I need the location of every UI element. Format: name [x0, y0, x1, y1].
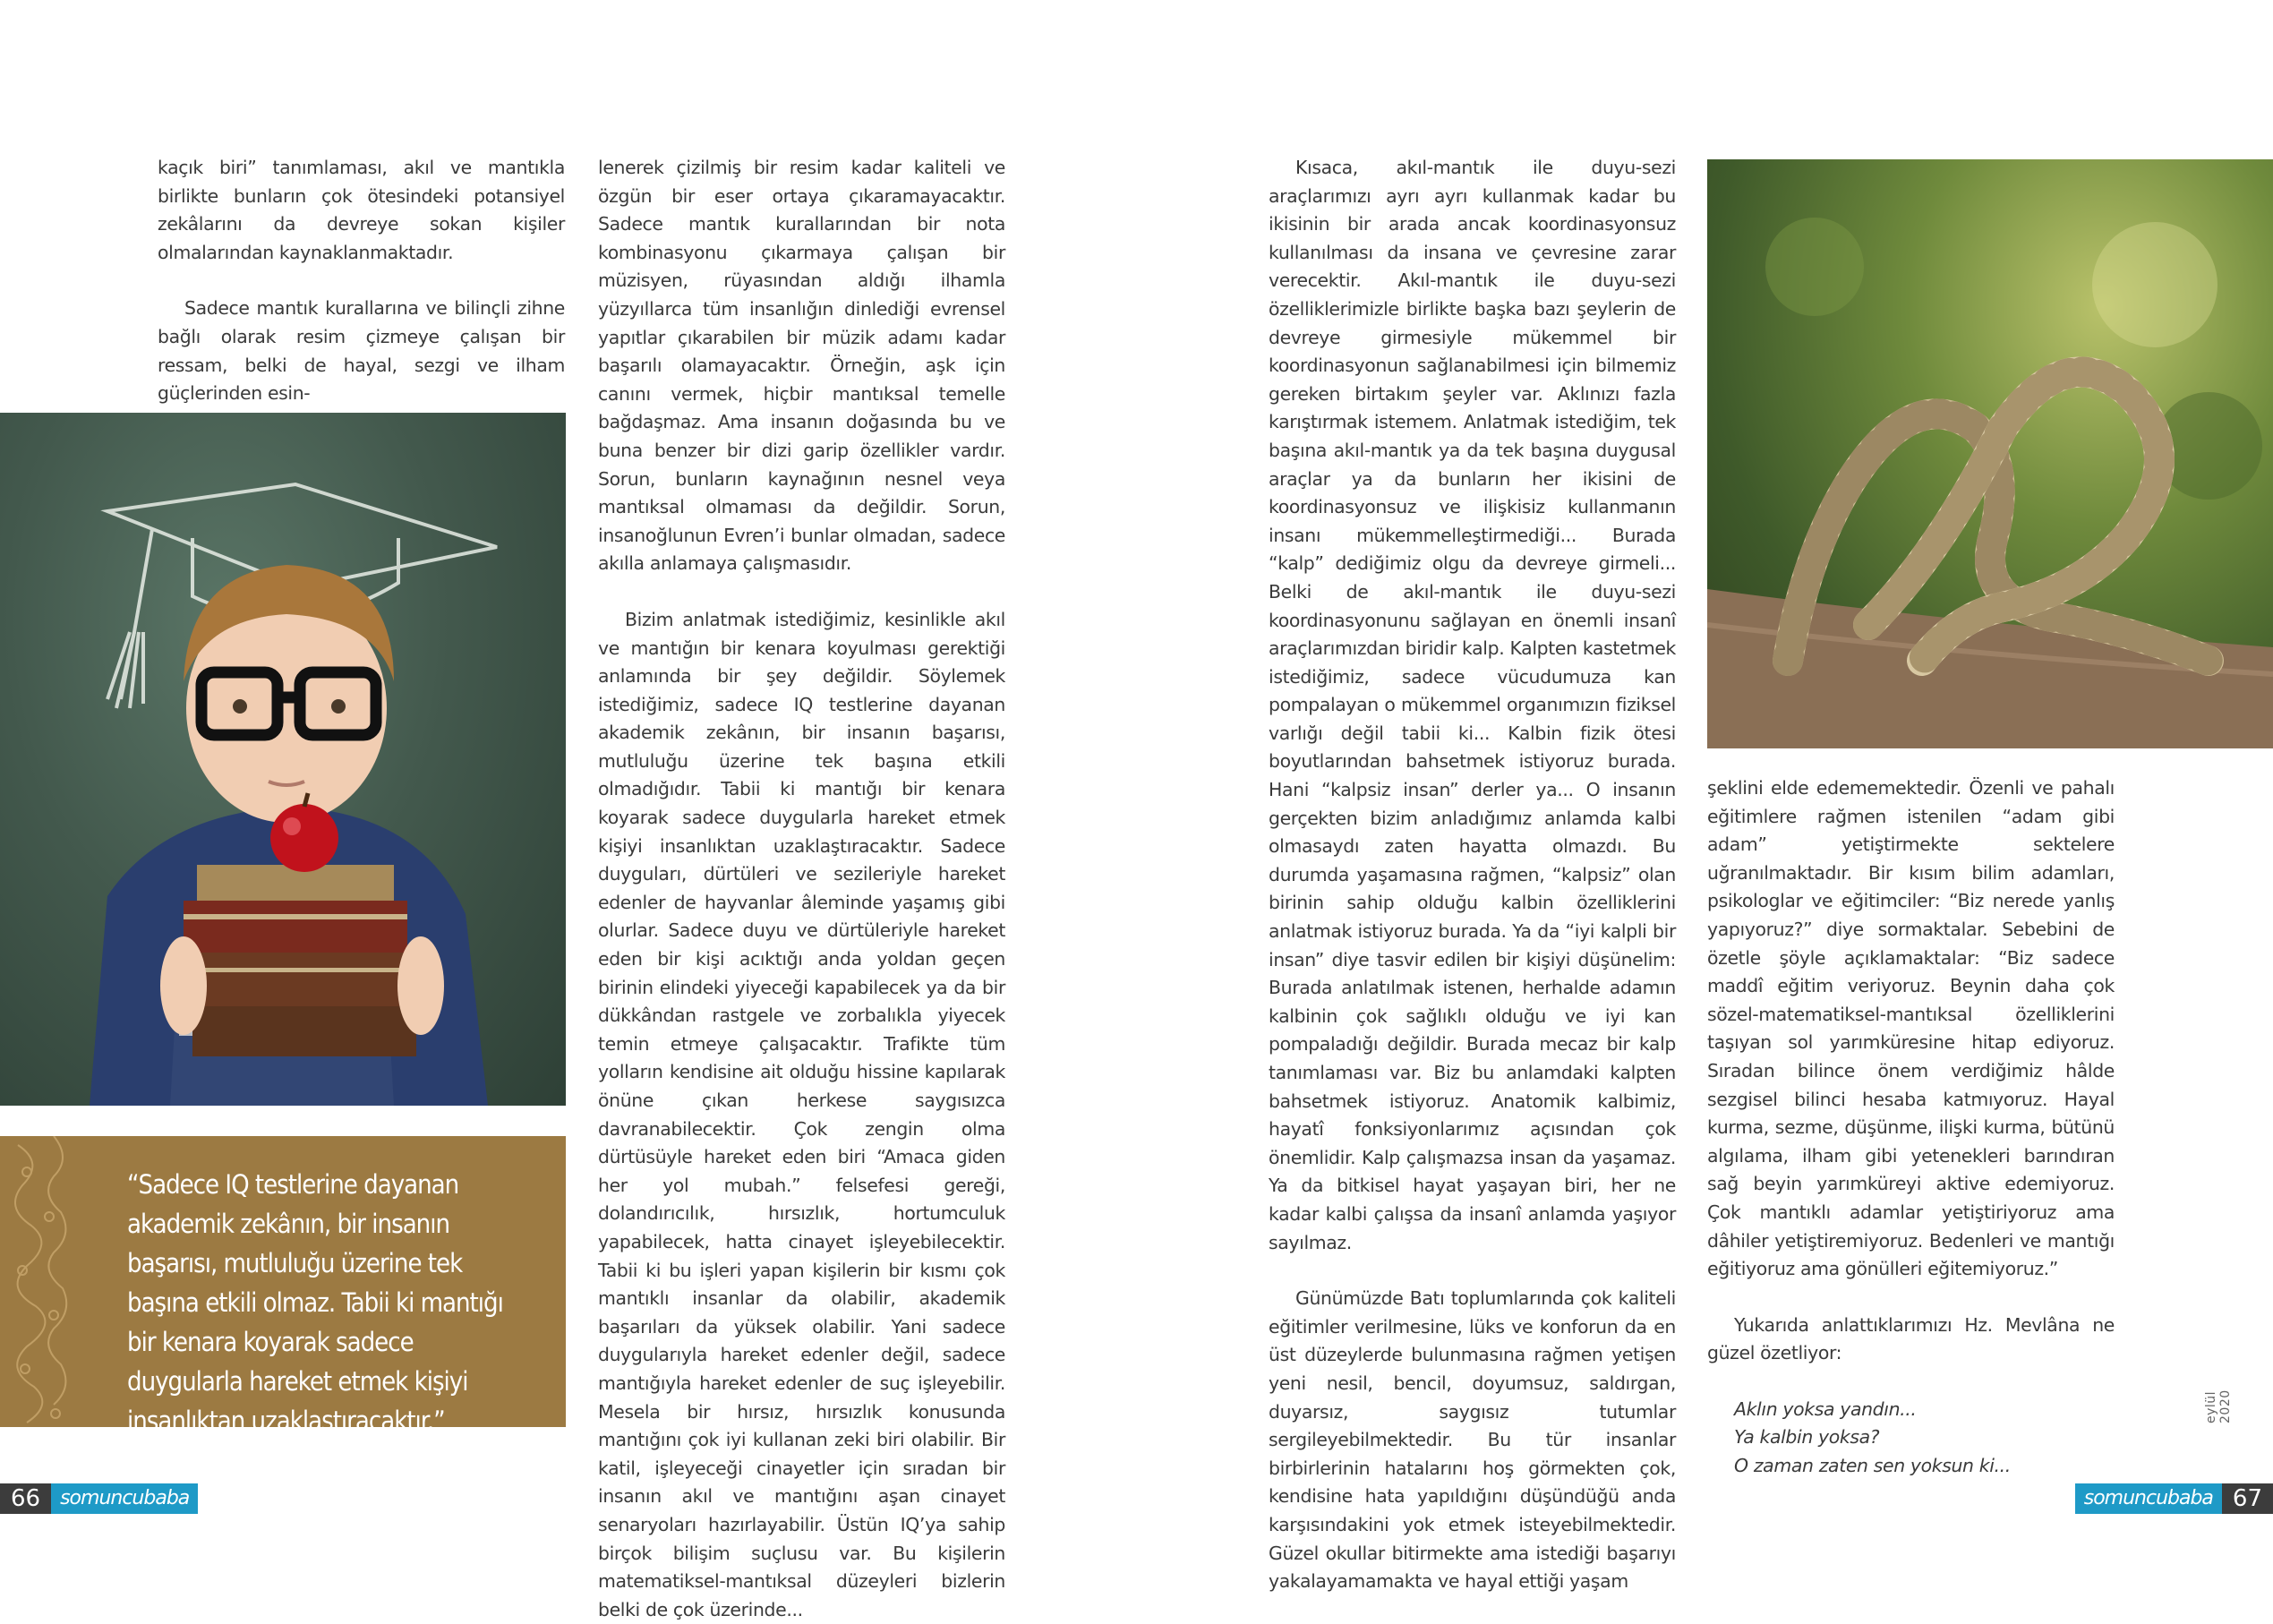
issue-date: eylül 2020 — [2204, 1389, 2233, 1423]
pull-quote-box — [0, 1136, 566, 1436]
page-number: 67 — [2222, 1483, 2273, 1514]
floral-pattern-icon — [0, 1136, 77, 1427]
rope-illustration — [1707, 159, 2273, 748]
paragraph: Günümüzde Batı toplumlarında çok kaliteli eğitimler verilmesine, lüks ve konforun da en üst düzeylerde bulunmasına rağmen yetişen yeni nesil, bencil, doyumsuz, saldırgan, duyarsız, saygısız tutumlar sergileyebilmektedir. Bu tür insanlar birbirlerinin hatalarını hoş görmekten çok, kendisine hata yapıldığını düşündüğü anda karşısındakini yok etmek isteyebilmektedir. Güzel okullar bitirmekte ama istediği başarıyı yakalayamamakta ve hayal ettiği yaşam — [1269, 1287, 1676, 1593]
paragraph: Sadece mantık kurallarına ve bilinçli zihne bağlı olarak resim çizmeye çalışan bir ressam, belki de hayal, sezgi ve ilham güçlerinden esin- — [158, 297, 565, 405]
paragraph: Bizim anlatmak istediğimiz, kesinlikle akıl ve mantığın bir kenara koyulması gerektiği anlamında bir şey değildir. Söylemek istediğimiz, sadece IQ testlerine dayanan akademik zekânın, bir insanın başarısı, mutluluğu üzerine tek başına etkili olmadığıdır. Tabii ki mantığı bir kenara koyarak sadece duygularla hareket etmek kişiyi insanlıktan uzaklaştıracaktır. Sadece duyguları, dürtüleri ve sezileriyle hareket edenler de hayvanlar âleminde yaşamış gibi olurlar. Sadece duyu ve dürtüleriyle hareket eden bir kişi acıktığı anda yoldan geçen birinin elindeki yiyeceği kapabilecek ya da bir dükkândan rastgele ve zorbalıkla yiyecek temin etmeye çalışacaktır. Trafikte tüm yolların kendisine ait olduğu hissine kapılarak önüne çıkan herkese saygısızca davranabilecektir. Çok zengin olma dürtüsüyle hareket eden biri “Amaca giden her yol mubah.” felsefesi gereği, dolandırıcılık, hırsızlık, hortumculuk yapabilecek, hatta cinayet işleyebilecektir. Tabii ki bu işleri yapan kişilerin bir kısmı çok mantıklı insanlar da olabilir, akademik başarıları da yüksek olabilir. Yani sadece duygularıyla hareket edenler değil, sadece mantığıyla hareket edenler de suç işleyebilir. Mesela bir hırsız, hırsızlık konusunda mantığını çok iyi kullanan zeki biri olabilir. Bir katil, işleyeceği cinayetler için sıradan bir insanın akıl ve mantığını aşan cinayet senaryoları hazırlayabilir. Üstün IQ’ya sahip birçok bilişim suçlusu var. Bu kişilerin matematiksel-mantıksal düzeyleri bizlerin belki de çok üzerinde... — [598, 608, 1005, 1620]
right-column-1 — [1269, 154, 1676, 1596]
brand-logo: somuncubaba — [51, 1483, 198, 1514]
photo-boy-with-books — [0, 413, 566, 1106]
boy-illustration — [0, 413, 566, 1106]
poem-line: Ya kalbin yoksa? — [1734, 1426, 1880, 1449]
paragraph: lenerek çizilmiş bir resim kadar kaliteli ve özgün bir eser ortaya çıkaramayacaktır. Sadece mantık kurallarından bir nota kombinasyonu çıkarmaya çalışan bir müzisyen, rüyasından aldığı ilhamla yüzyıllarca tüm insanlığın dinlediği evrensel yapıtlar çıkarabilen bir müzik adamı kadar başarılı olamayacaktır. Örneğin, aşk için canını vermek, hiçbir mantıksal temelle bağdaşmaz. Ama insanın doğasında bu ve buna benzer bir dizi garip özellikler vardır. Sorun, bunların kaynağının nesnel veya mantıksal olmaması da değildir. Sorun, insanoğlunun Evren’i bunlar olmadan, sadece akılla anlamaya çalışmasıdır. — [598, 157, 1005, 575]
left-column-1 — [158, 154, 565, 408]
left-folio — [0, 1483, 198, 1514]
brand-logo: somuncubaba — [2075, 1483, 2222, 1514]
page-number: 66 — [0, 1483, 51, 1514]
paragraph: şeklini elde edememektedir. Özenli ve pahalı eğitimlere rağmen istenilen “adam gibi adam” yetiştirmekte sektelere uğranılmaktadır. Bir kısım bilim adamları, psikologlar ve eğitimciler: “Biz nerede yanlış yapıyoruz?” diye sormaktalar. Sebebini de özetle şöyle açıklamaktalar: “Biz sadece maddî eğitim veriyoruz. Beynin daha çok sözel-matematiksel-mantıksal özelliklerini taşıyan sol yarımküresine hitap ediyoruz. Sıradan bilince önem verdiğimiz hâlde sezgisel bilinci hesaba katmıyoruz. Hayal kurma, sezme, düşünme, ilişki kurma, bütünü algılama, ilham gibi yetenekleri barındıran sağ beyin yarımküreyi aktive edemiyoruz. Çok mantıklı adamlar yetiştiriyoruz ama dâhiler yetiştiremiyoruz. Bedenleri ve mantığı eğitiyoruz ama gönülleri eğitemiyoruz.” — [1707, 777, 2115, 1280]
right-column-2 — [1707, 774, 2115, 1481]
right-folio — [2075, 1483, 2273, 1514]
photo-rope-heart-knot — [1707, 159, 2273, 748]
apple-icon — [270, 804, 338, 872]
poem-line: Aklın yoksa yandın... — [1734, 1397, 1917, 1420]
poem-line: O zaman zaten sen yoksun ki... — [1734, 1455, 2011, 1477]
paragraph: Yukarıda anlattıklarımızı Hz. Mevlâna ne güzel özetliyor: — [1707, 1313, 2115, 1364]
paragraph: kaçık biri” tanımlaması, akıl ve mantıkla birlikte bunların çok ötesindeki potansiyel zekâlarını da devreye sokan kişiler olmalarından kaynaklanmaktadır. — [158, 157, 565, 263]
left-column-2 — [598, 154, 1005, 1624]
pull-quote-text: “Sadece IQ testlerine dayanan akademik zekânın, bir insanın başarısı, mutluluğu üzerine tek başına etkili olmaz. Tabii ki mantığı bir kenara koyarak sadece duygularla hareket etmek kişiyi insanlıktan uzaklaştıracaktır.” — [127, 1169, 503, 1436]
paragraph: Kısaca, akıl-mantık ile duyu-sezi araçlarımızı ayrı ayrı kullanmak kadar bu ikisinin bir arada ancak koordinasyonsuz kullanılması da insana ve çevresine zarar verecektir. Akıl-mantık ile duyu-sezi özelliklerimizle birlikte başka bazı şeylerin de devreye girmesiyle mükemmel bir koordinasyonun sağlanabilmesi için bilmemiz gereken birtakım şeyler var. Aklınızı fazla karıştırmak istemem. Anlatmak istediğim, tek başına akıl-mantık ya da tek başına duygusal araçlar ya da bunların her ikisini de koordinasyonsuz ve ilişkisiz kullanmanın insanı mükemmelleştirmediği... Burada “kalp” dediğimiz olgu da devreye girmeli... Belki de akıl-mantık ile duyu-sezi koordinasyonunu sağlayan en önemli insanî araçlarımızdan biridir kalp. Kalpten kastetmek istediğimiz, sadece vücudumuza kan pompalayan o mükemmel organımızın fiziksel varlığı değil tabii ki... Kalbin fizik ötesi boyutlarından bahsetmek istiyoruz burada. Hani “kalpsiz insan” derler ya... O insanın gerçekten bizim anladığımız anlamda kalbi olmasaydı zaten hayatta olmazdı. Bu durumda yaşamasına rağmen, “kalpsiz” olan birinin sahip olduğu kalbin özelliklerini anlatmak istiyoruz burada. Ya da “iyi kalpli bir insan” diye tasvir edilen bir kişiyi düşünelim: Burada anlatılmak istenen, herhalde adamın kalbinin çok sağlıklı olduğu ve iyi kan pompaladığı değildir. Burada mecaz bir kalp tanımlaması var. Biz bu anlamdaki kalpten bahsetmek istiyoruz. Anatomik kalbimiz, hayatî fonksiyonlarımız açısından çok önemlidir. Kalp çalışmazsa insan da yaşamaz. Ya da bitkisel hayat yaşayan biri, her ne kadar kalbi çalışsa da insanî anlamda yaşıyor sayılmaz. — [1269, 157, 1676, 1253]
